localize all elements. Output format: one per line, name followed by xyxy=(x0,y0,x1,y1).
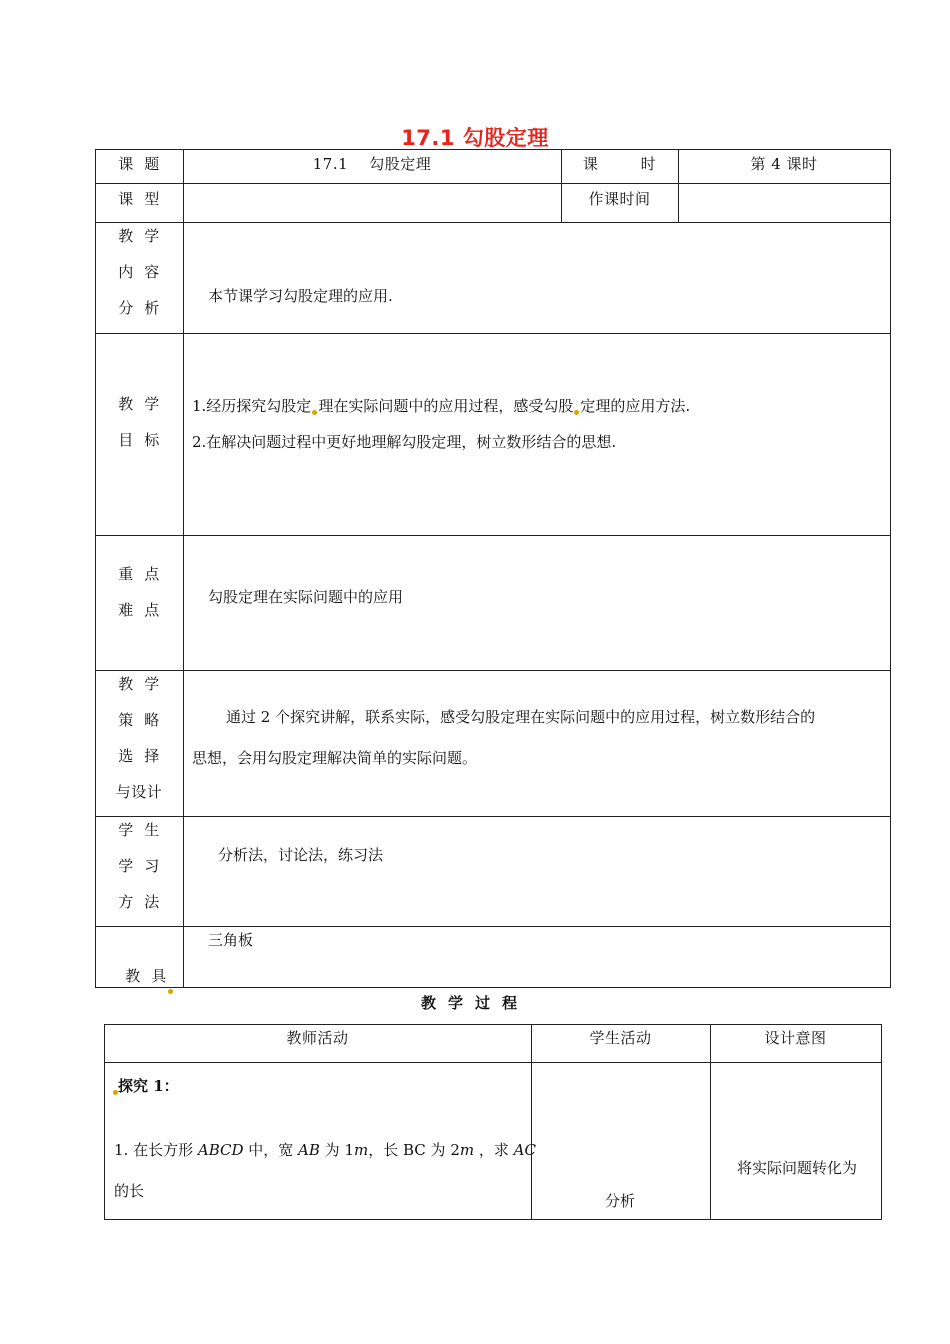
edit-mark-icon xyxy=(312,410,317,415)
goal-line-1 xyxy=(192,397,690,415)
tools-label xyxy=(95,922,183,1030)
problem-line-2: 的长 xyxy=(114,1182,145,1200)
problem-text: ，长 BC 为 2 xyxy=(368,1141,460,1159)
key-value: 勾股定理在实际问题中的应用 xyxy=(208,588,404,606)
page-title: 17.1 勾股定理 xyxy=(401,126,549,150)
key-label-2: 难 点 xyxy=(118,601,160,619)
goal-line-1b: 理在实际问题中的应用过程，感受勾股 xyxy=(318,397,574,415)
explore-title-text: 探究 1： xyxy=(118,1077,179,1095)
period-label: 课 时 xyxy=(582,155,657,173)
problem-unit: m xyxy=(354,1141,369,1159)
problem-text: 1. 在长方形 xyxy=(114,1141,198,1159)
header-student: 学生活动 xyxy=(589,1029,652,1047)
goal-line-1c: 定理的应用方法. xyxy=(580,397,691,415)
student-activity: 分析 xyxy=(605,1192,636,1210)
topic-value: 17.1 勾股定理 xyxy=(312,155,432,173)
goal-label-1: 教 学 xyxy=(118,395,160,413)
method-value: 分析法，讨论法，练习法 xyxy=(218,846,384,864)
problem-text: ，求 xyxy=(474,1141,514,1159)
problem-var: AB xyxy=(298,1141,320,1159)
method-label-2: 学 习 xyxy=(118,857,160,875)
goal-line-1a: 1.经历探究勾股定 xyxy=(192,397,312,415)
explore-title xyxy=(112,1077,179,1095)
problem-var: ABCD xyxy=(197,1141,244,1159)
tools-label-text: 教 具 xyxy=(125,967,167,985)
strategy-label-1: 教 学 xyxy=(118,675,160,693)
problem-text: 中，宽 xyxy=(243,1141,299,1159)
content-label-2: 内 容 xyxy=(118,263,160,281)
process-title: 教学过程 xyxy=(420,994,529,1012)
tools-value: 三角板 xyxy=(208,931,254,949)
time-label: 作课时间 xyxy=(588,190,651,208)
content-label-1: 教 学 xyxy=(118,227,160,245)
header-intent: 设计意图 xyxy=(764,1029,827,1047)
goal-label-2: 目 标 xyxy=(118,431,160,449)
strategy-label-2: 策 略 xyxy=(118,711,160,729)
type-label: 课 型 xyxy=(118,190,160,208)
method-label-3: 方 法 xyxy=(118,893,160,911)
problem-var: AC xyxy=(513,1141,536,1159)
key-label-1: 重 点 xyxy=(118,565,160,583)
period-value: 第 4 课时 xyxy=(750,155,818,173)
strategy-value-1: 通过 2 个探究讲解，联系实际，感受勾股定理在实际问题中的应用过程，树立数形结合的 xyxy=(226,708,816,726)
goal-line-2: 2.在解决问题过程中更好地理解勾股定理，树立数形结合的思想. xyxy=(192,433,617,451)
header-teacher: 教师活动 xyxy=(286,1029,349,1047)
content-value: 本节课学习勾股定理的应用. xyxy=(208,287,393,305)
strategy-label-3: 选 择 xyxy=(118,747,160,765)
design-intent: 将实际问题转化为 xyxy=(737,1159,858,1177)
content-label-3: 分 析 xyxy=(118,299,160,317)
topic-label: 课 题 xyxy=(118,155,160,173)
problem-line-1 xyxy=(114,1141,536,1159)
problem-text: 为 1 xyxy=(319,1141,354,1159)
method-label-1: 学 生 xyxy=(118,821,160,839)
strategy-label-4: 与设计 xyxy=(115,783,163,801)
strategy-value-2: 思想，会用勾股定理解决简单的实际问题。 xyxy=(192,749,478,767)
problem-unit: m xyxy=(459,1141,475,1159)
edit-mark-icon xyxy=(574,410,579,415)
